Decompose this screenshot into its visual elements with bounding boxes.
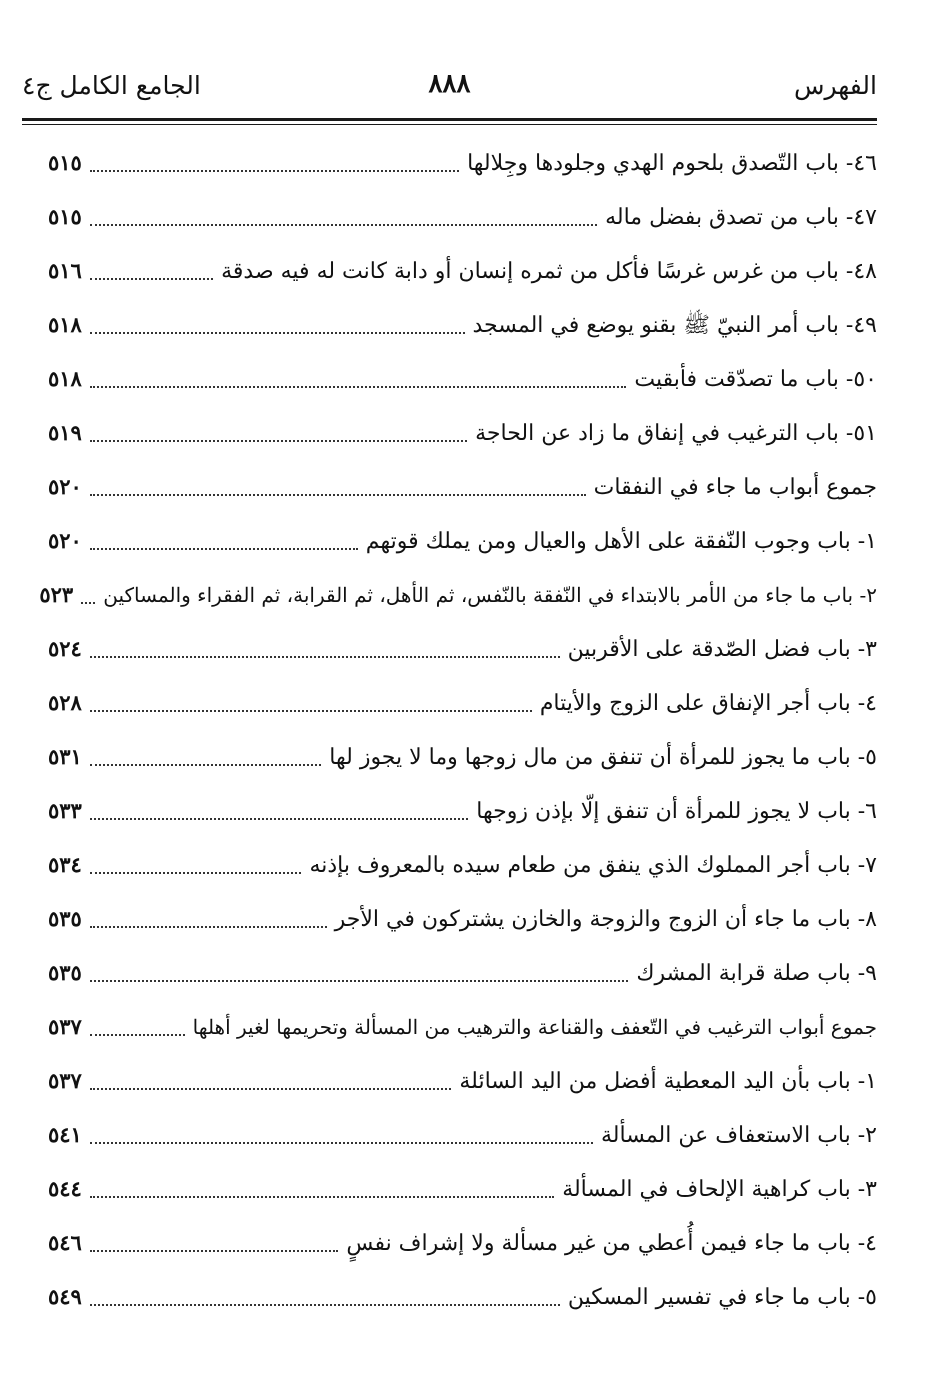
toc-entry-page-number: ٥٤١ [48,1122,82,1147]
dot-leader [90,168,459,172]
dot-leader [90,222,597,226]
toc-entry [48,514,877,568]
header-page-number: ٨٨٨ [428,69,471,99]
toc-entry-page-number: ٥١٦ [48,258,82,283]
dot-leader [90,708,532,712]
toc-entry-title: ١- باب بأن اليد المعطية أفضل من اليد السائلة [459,1069,877,1094]
dot-leader [90,924,327,928]
toc-entry-title: ٤٩- باب أمر النبيّ ﷺ بقنو يوضع في المسجد [472,313,877,338]
toc-entry-title: ٤٨- باب من غرس غرسًا فأكل من ثمره إنسان أو دابة كانت له فيه صدقة [221,259,877,284]
toc-entry-page-number: ٥١٨ [48,366,82,391]
toc-entry [48,1216,877,1270]
toc-entry-title: ٣- باب فضل الصّدقة على الأقربين [567,637,877,662]
toc-entry-page-number: ٥٤٦ [48,1230,82,1255]
toc-entry-title: ٥- باب ما جاء في تفسير المسكين [567,1285,877,1310]
dot-leader [90,546,358,550]
header-book-title: الجامع الكامل ج٤ [22,71,201,100]
toc-entry-page-number: ٥٣٥ [48,906,82,931]
toc-entry [48,190,877,244]
dot-leader [90,816,468,820]
toc-entry [48,1108,877,1162]
toc-entry [48,298,877,352]
toc-entry-page-number: ٥٢٣ [39,582,74,607]
toc-entry-title: ١- باب وجوب النّفقة على الأهل والعيال ومن يملك قوتهم [365,529,877,554]
dot-leader [81,600,95,604]
header-rule-thin [22,124,877,125]
toc-entry [48,676,877,730]
dot-leader [90,276,213,280]
toc-entry [48,1270,877,1324]
toc-entry [48,244,877,298]
running-header [22,64,877,108]
toc-entry-title: ٣- باب كراهية الإلحاف في المسألة [562,1177,877,1202]
toc-entry-page-number: ٥٣٤ [48,852,82,877]
toc-entry-page-number: ٥١٥ [48,150,82,175]
toc-entry-page-number: ٥٢٠ [48,474,82,499]
toc-entry-page-number: ٥١٨ [48,312,82,337]
toc-entry-page-number: ٥٣٥ [48,960,82,985]
toc-entry [48,1162,877,1216]
dot-leader [90,492,586,496]
toc-entry [48,892,877,946]
toc-entry [48,136,877,190]
toc-entry [48,784,877,838]
toc-entry-page-number: ٥٢٨ [48,690,82,715]
header-rule-thick [22,118,877,121]
dot-leader [90,654,560,658]
toc-entry-title: ٧- باب أجر المملوك الذي ينفق من طعام سيده بالمعروف بإذنه [309,853,877,878]
dot-leader [90,1086,452,1090]
toc-entry [48,946,877,1000]
toc-entry [48,1000,877,1054]
toc-entry-title: ٤٦- باب التّصدق بلحوم الهدي وجلودها وجِلالها [467,151,877,176]
toc-entry-page-number: ٥٣١ [48,744,82,769]
toc-entry-title: ٤- باب ما جاء فيمن أُعطي من غير مسألة ولا إشراف نفسٍ [346,1231,877,1256]
toc-entry-title: ٥١- باب الترغيب في إنفاق ما زاد عن الحاجة [475,421,877,446]
dot-leader [90,1302,560,1306]
toc-entry [48,730,877,784]
toc-entry-page-number: ٥٤٤ [48,1176,82,1201]
toc-entry-title: جموع أبواب الترغيب في التّعفف والقناعة والترهيب من المسألة وتحريمها لغير أهلها [192,1015,877,1039]
dot-leader [90,330,465,334]
toc-entry-title: ٤٧- باب من تصدق بفضل ماله [605,205,877,230]
toc-entry [48,460,877,514]
toc-entry-title: ٢- باب ما جاء من الأمر بالابتداء في النّفقة بالنّفس، ثم الأهل، ثم القرابة، ثم الفقراء والمساكين [103,583,877,607]
toc-entry-page-number: ٥٣٧ [48,1014,82,1039]
dot-leader [90,1194,554,1198]
toc-entry-page-number: ٥٢٤ [48,636,82,661]
toc-entry [48,352,877,406]
toc-entry [39,568,877,622]
dot-leader [90,1248,339,1252]
dot-leader [90,1140,593,1144]
dot-leader [90,438,467,442]
toc-entry-page-number: ٥٣٧ [48,1068,82,1093]
toc-entry-title: ٨- باب ما جاء أن الزوج والزوجة والخازن يشتركون في الأجر [334,907,877,932]
toc-entry-page-number: ٥٢٠ [48,528,82,553]
toc-entry [48,406,877,460]
toc-entry-page-number: ٥١٩ [48,420,82,445]
toc-entry [48,622,877,676]
toc-entry-page-number: ٥٣٣ [48,798,82,823]
toc-entry-title: جموع أبواب ما جاء في النفقات [593,475,877,500]
toc-entry-title: ٥- باب ما يجوز للمرأة أن تنفق من مال زوجها وما لا يجوز لها [329,745,877,770]
toc-entry [48,838,877,892]
toc-entry [48,1054,877,1108]
dot-leader [90,1032,185,1036]
header-section-title: الفهرس [793,71,877,100]
dot-leader [90,762,321,766]
table-of-contents [39,136,877,1324]
dot-leader [90,978,629,982]
toc-entry-title: ٢- باب الاستعفاف عن المسألة [601,1123,877,1148]
dot-leader [90,384,627,388]
toc-entry-title: ٩- باب صلة قرابة المشرك [636,961,877,986]
toc-entry-page-number: ٥٤٩ [48,1284,82,1309]
toc-entry-title: ٦- باب لا يجوز للمرأة أن تنفق إلّا بإذن زوجها [476,799,877,824]
toc-entry-page-number: ٥١٥ [48,204,82,229]
toc-entry-title: ٥٠- باب ما تصدّقت فأبقيت [634,367,877,392]
toc-entry-title: ٤- باب أجر الإنفاق على الزوج والأيتام [539,691,877,716]
dot-leader [90,870,302,874]
